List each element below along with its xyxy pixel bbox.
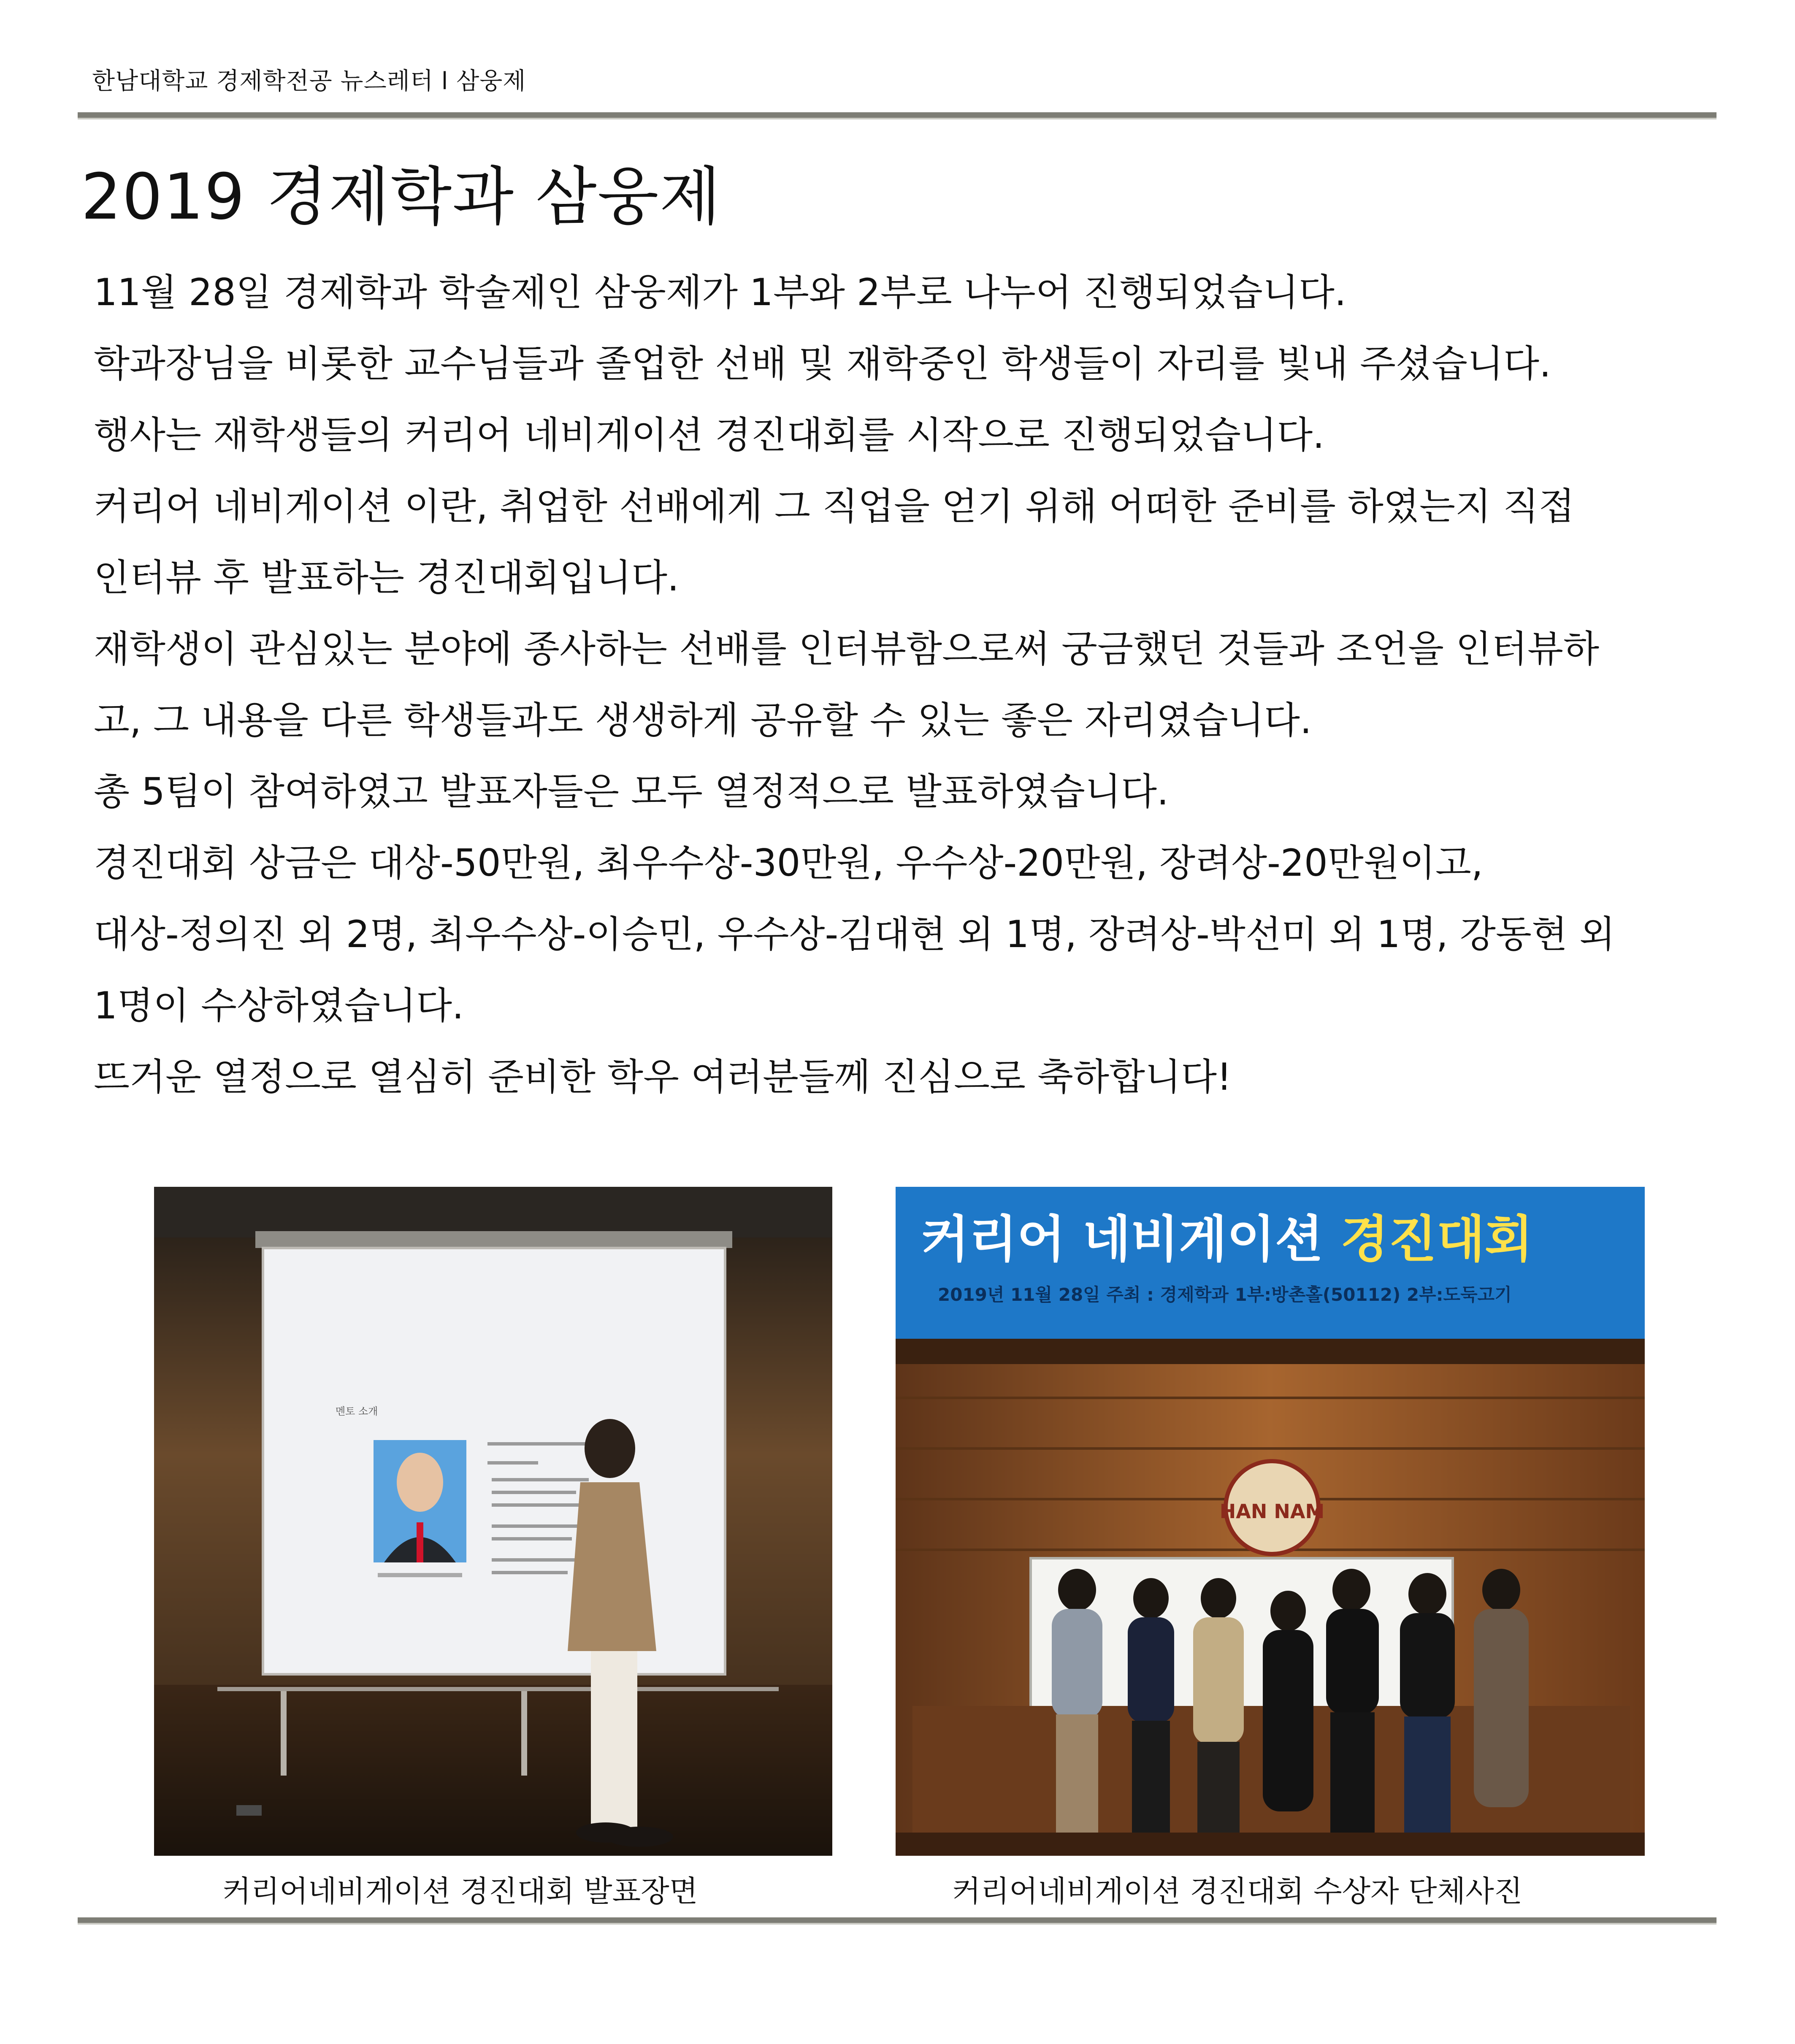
- paragraph: 1명이 수상하였습니다.: [94, 984, 464, 1027]
- paragraph: 대상-정의진 외 2명, 최우수상-이승민, 우수상-김대현 외 1명, 장려상-박선미 외 1명, 강동현 외: [94, 912, 1615, 956]
- footer-divider: [78, 1917, 1716, 1923]
- paragraph: 총 5팀이 참여하였고 발표자들은 모두 열정적으로 발표하였습니다.: [94, 770, 1169, 813]
- paragraph: 경진대회 상금은 대상-50만원, 최우수상-30만원, 우수상-20만원, 장려상-20만원이고,: [94, 841, 1483, 885]
- article-title: 2019 경제학과 삼웅제: [81, 160, 722, 234]
- group-photo: [896, 1187, 1645, 1856]
- slide-heading: 멘토 소개: [336, 1405, 378, 1417]
- paragraph: 재학생이 관심있는 분야에 종사하는 선배를 인터뷰함으로써 궁금했던 것들과 조언을 인터뷰하: [94, 627, 1600, 671]
- paragraph: 뜨거운 열정으로 열심히 준비한 학우 여러분들께 진심으로 축하합니다!: [94, 1055, 1232, 1099]
- photo-caption-right: 커리어네비게이션 경진대회 수상자 단체사진: [952, 1874, 1523, 1909]
- paragraph: 행사는 재학생들의 커리어 네비게이션 경진대회를 시작으로 진행되었습니다.: [94, 413, 1325, 457]
- emblem-text: HAN NAM: [1219, 1500, 1325, 1523]
- photo-caption-left: 커리어네비게이션 경진대회 발표장면: [222, 1874, 698, 1909]
- svg-text:커리어 네비게이션 경진대회: [921, 1210, 1533, 1268]
- paragraph: 커리어 네비게이션 이란, 취업한 선배에게 그 직업을 얻기 위해 어떠한 준비를 하였는지 직접: [94, 485, 1575, 528]
- banner-title: 커리어 네비게이션: [921, 1210, 1341, 1268]
- paragraph: 학과장님을 비롯한 교수님들과 졸업한 선배 및 재학중인 학생들이 자리를 빛내 주셨습니다.: [94, 342, 1551, 385]
- newsletter-header: 한남대학교 경제학전공 뉴스레터 l 삼웅제: [92, 68, 526, 95]
- header-divider: [78, 112, 1716, 118]
- article-body: [94, 257, 1731, 1113]
- presentation-photo: [154, 1187, 832, 1856]
- banner-title-highlight: 경진대회: [1340, 1210, 1533, 1268]
- paragraph: 인터뷰 후 발표하는 경진대회입니다.: [94, 556, 680, 599]
- paragraph: 고, 그 내용을 다른 학생들과도 생생하게 공유할 수 있는 좋은 자리였습니다.: [94, 698, 1312, 742]
- paragraph: 11월 28일 경제학과 학술제인 삼웅제가 1부와 2부로 나누어 진행되었습니다.: [94, 271, 1346, 314]
- banner-subtitle: 2019년 11월 28일 주최 : 경제학과 1부:방촌홀(50112) 2부:도둑고기: [938, 1284, 1512, 1305]
